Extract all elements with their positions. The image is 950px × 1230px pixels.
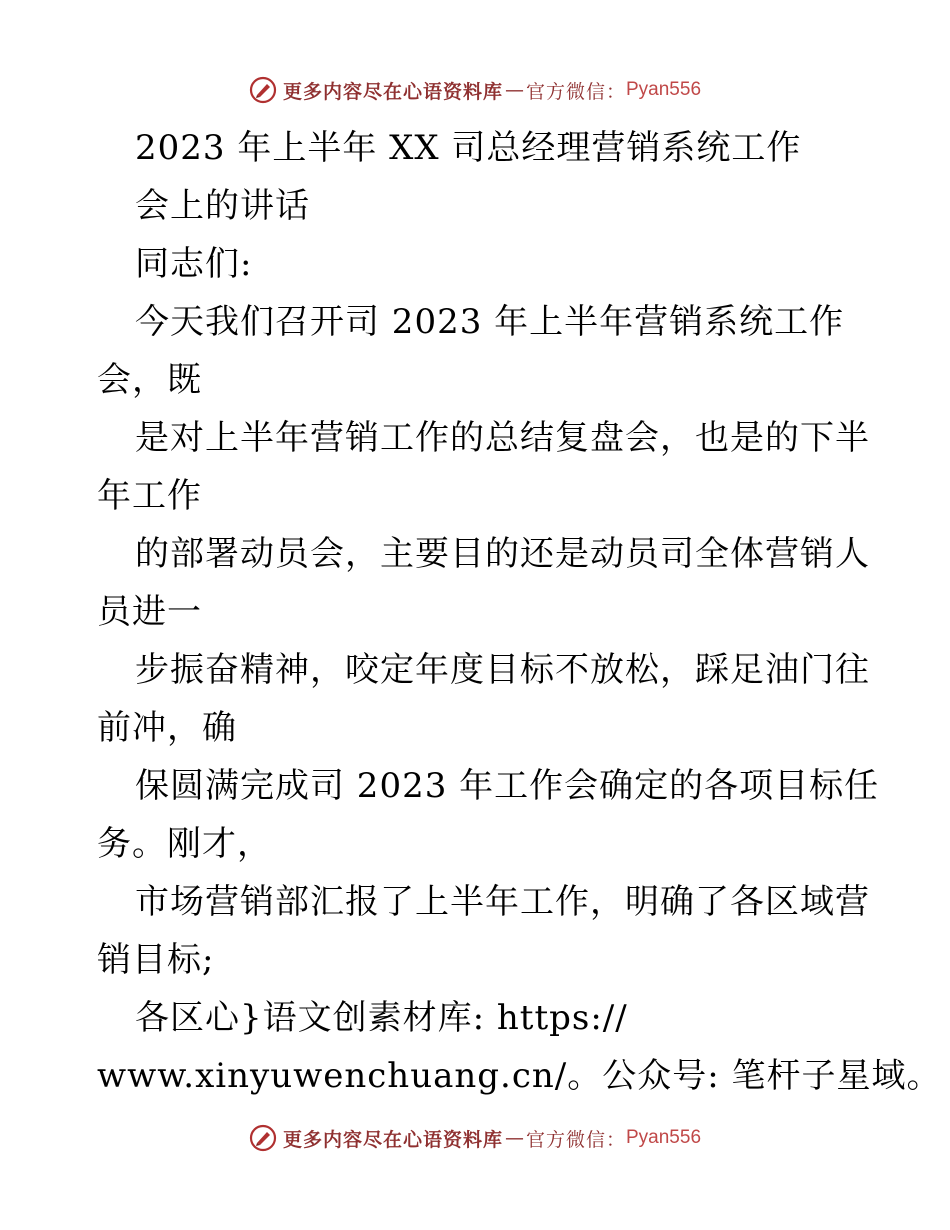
doc-source-line: www.xinyuwenchuang.cn/。公众号: 笔杆子星域。: [97, 1056, 942, 1096]
doc-paragraph-line: 各区心}语文创素材库: https://: [135, 998, 628, 1038]
banner-wechat-label: 官方微信：: [525, 80, 626, 103]
doc-paragraph-line: 保圆满完成司 2023 年工作会确定的各项目标任: [135, 766, 880, 806]
doc-paragraph-line: 务。刚才，: [97, 824, 272, 864]
banner-title: 更多内容尽在心语资料库: [282, 80, 503, 103]
banner-separator: —: [504, 1127, 524, 1149]
doc-paragraph-line: 前冲，确: [97, 708, 237, 748]
pen-seal-icon: [249, 1124, 277, 1152]
doc-paragraph-line: 市场营销部汇报了上半年工作，明确了各区域营: [135, 882, 870, 922]
doc-paragraph-line: 步振奋精神，咬定年度目标不放松，踩足油门往: [135, 650, 870, 690]
doc-salutation: 同志们:: [135, 244, 253, 284]
doc-paragraph-line: 年工作: [97, 476, 202, 516]
doc-title-line-2: 会上的讲话: [135, 186, 310, 226]
pen-seal-icon: [249, 76, 277, 104]
doc-paragraph-line: 销目标;: [97, 940, 215, 980]
doc-title-line-1: 2023 年上半年 XX 司总经理营销系统工作: [135, 128, 802, 168]
banner-wechat-id: Pyan556: [626, 79, 702, 100]
doc-paragraph-line: 员进一: [97, 592, 202, 632]
footer-banner: [0, 1118, 950, 1158]
banner-wechat-id: Pyan556: [626, 1127, 702, 1148]
doc-paragraph-line: 今天我们召开司 2023 年上半年营销系统工作: [135, 302, 845, 342]
banner-separator: —: [504, 79, 524, 101]
doc-paragraph-line: 会，既: [97, 360, 202, 400]
header-banner: [0, 70, 950, 110]
doc-paragraph-line: 是对上半年营销工作的总结复盘会，也是的下半: [135, 418, 870, 458]
doc-paragraph-line: 的部署动员会，主要目的还是动员司全体营销人: [135, 534, 870, 574]
banner-title: 更多内容尽在心语资料库: [282, 1128, 503, 1151]
banner-wechat-label: 官方微信：: [525, 1128, 626, 1151]
